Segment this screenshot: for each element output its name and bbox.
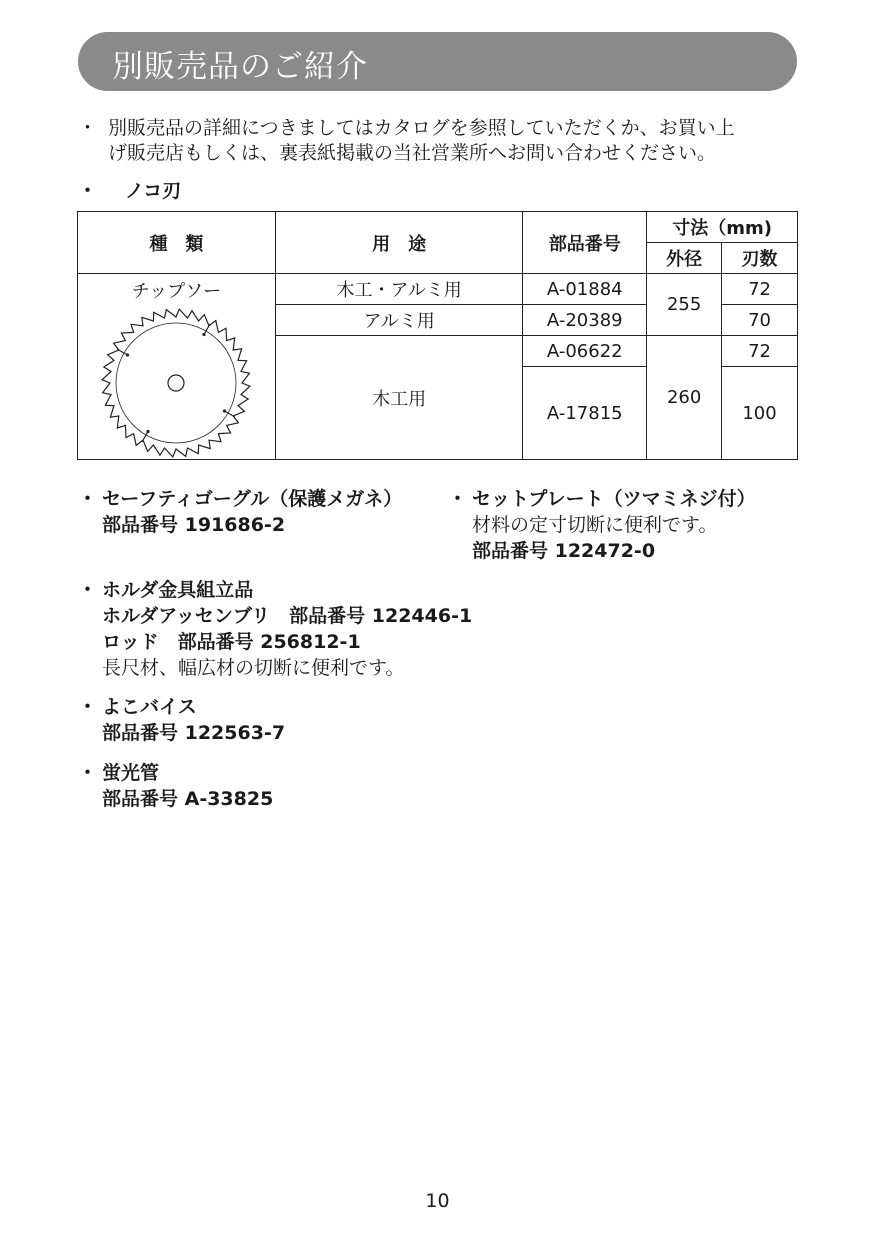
table-row bbox=[78, 274, 798, 305]
intro-line-1: 別販売品の詳細につきましてはカタログを参照していただくか、お買い上 bbox=[108, 117, 735, 139]
header-part-number: 部品番号 bbox=[523, 212, 647, 274]
goggle-title: セーフティゴーグル（保護メガネ） bbox=[102, 488, 403, 510]
saw-blade-slot-end bbox=[126, 353, 129, 356]
saw-blade-title: ノコ刃 bbox=[125, 180, 182, 202]
outer-diameter-cell: 255 bbox=[647, 274, 722, 336]
lamp-item bbox=[78, 760, 273, 812]
bullet: ・ bbox=[78, 696, 98, 718]
kind-cell bbox=[78, 274, 276, 460]
saw-blade-slot-end bbox=[203, 333, 206, 336]
goggle-item bbox=[78, 486, 402, 538]
kind-value: チップソー bbox=[131, 281, 222, 302]
saw-blade-slot-end bbox=[147, 430, 150, 433]
set-plate-item bbox=[448, 486, 756, 564]
set-plate-desc: 材料の定寸切断に便利です。 bbox=[472, 514, 718, 536]
intro-note bbox=[78, 116, 808, 166]
section-header bbox=[78, 32, 797, 91]
header-teeth: 刃数 bbox=[722, 243, 798, 274]
page-number: 10 bbox=[425, 1190, 450, 1212]
outer-diameter-cell: 260 bbox=[647, 336, 722, 460]
intro-line-2: げ販売店もしくは、裏表紙掲載の当社営業所へお問い合わせください。 bbox=[108, 142, 717, 164]
table-header-row bbox=[78, 212, 798, 243]
holder-desc: 長尺材、幅広材の切断に便利です。 bbox=[102, 657, 405, 679]
bullet: ・ bbox=[448, 488, 468, 510]
holder-rod: ロッド 部品番号 256812-1 bbox=[102, 631, 361, 653]
bullet: ・ bbox=[78, 488, 98, 510]
saw-blade-table bbox=[77, 211, 798, 460]
holder-title: ホルダ金具組立品 bbox=[102, 579, 254, 601]
set-plate-title: セットプレート（ツマミネジ付） bbox=[472, 488, 756, 510]
vise-part-number: 部品番号 122563-7 bbox=[102, 722, 286, 744]
holder-item bbox=[78, 577, 472, 681]
teeth-cell: 70 bbox=[722, 305, 798, 336]
holder-assy: ホルダアッセンブリ 部品番号 122446-1 bbox=[102, 605, 473, 627]
saw-blade-arbor-hole bbox=[168, 375, 184, 391]
lamp-title: 蛍光管 bbox=[102, 762, 160, 784]
saw-blade-slot-end bbox=[223, 409, 226, 412]
bullet: ・ bbox=[78, 180, 98, 202]
saw-blade-heading bbox=[78, 176, 181, 203]
part-number-cell: A-17815 bbox=[523, 367, 647, 460]
vise-title: よこバイス bbox=[102, 696, 197, 718]
saw-blade-icon bbox=[98, 307, 254, 459]
use-cell: 木工用 bbox=[275, 336, 522, 460]
header-kind: 種 類 bbox=[78, 212, 276, 274]
lamp-part-number: 部品番号 A-33825 bbox=[102, 788, 274, 810]
part-number-cell: A-01884 bbox=[523, 274, 647, 305]
page-title: 別販売品のご紹介 bbox=[112, 49, 368, 85]
part-number-cell: A-06622 bbox=[523, 336, 647, 367]
header-use: 用 途 bbox=[275, 212, 522, 274]
teeth-cell: 72 bbox=[722, 336, 798, 367]
bullet: ・ bbox=[78, 579, 98, 601]
teeth-cell: 100 bbox=[722, 367, 798, 460]
bullet: ・ bbox=[78, 762, 98, 784]
goggle-part-number: 部品番号 191686-2 bbox=[102, 514, 286, 536]
bullet: ・ bbox=[78, 117, 98, 139]
vise-item bbox=[78, 694, 285, 746]
teeth-cell: 72 bbox=[722, 274, 798, 305]
set-plate-part-number: 部品番号 122472-0 bbox=[472, 540, 656, 562]
header-size: 寸法（mm) bbox=[647, 212, 798, 243]
use-cell: アルミ用 bbox=[275, 305, 522, 336]
use-cell: 木工・アルミ用 bbox=[275, 274, 522, 305]
part-number-cell: A-20389 bbox=[523, 305, 647, 336]
header-outer-diameter: 外径 bbox=[647, 243, 722, 274]
